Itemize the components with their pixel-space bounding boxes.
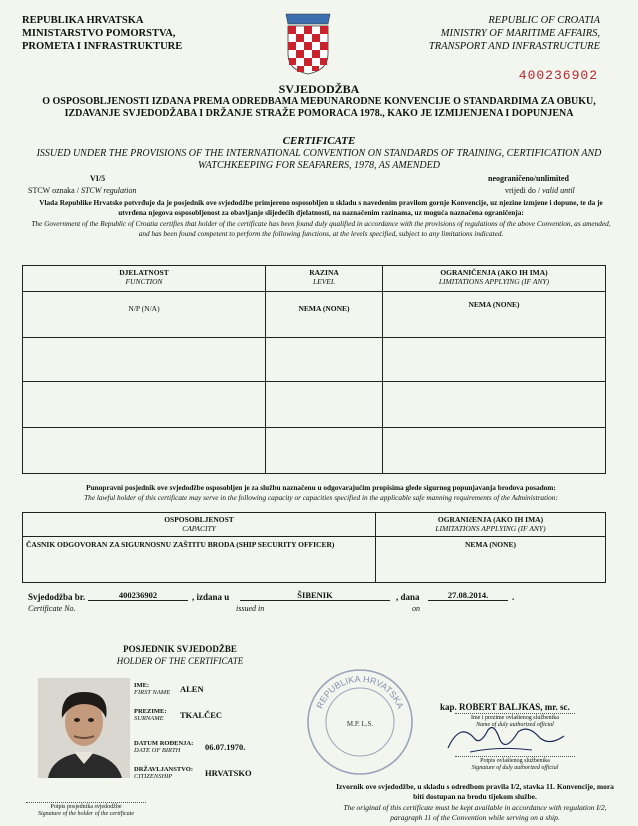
- stamp-center: M.P. L.S.: [346, 720, 374, 728]
- cert-no-label: Svjedodžba br.: [28, 592, 86, 602]
- valid-until-label: vrijedi do / valid until: [505, 186, 575, 195]
- dob-label: DATUM ROĐENJA: DATE OF BIRTH: [134, 740, 194, 754]
- capacity-limitations-header: OGRANIčENJA (AKO IH IMA) LIMITATIONS APPLYING (IF ANY): [376, 513, 606, 537]
- limitations-header: OGRANIČENJA (AKO IH IMA) LIMITATIONS APPLYING (IF ANY): [383, 266, 606, 292]
- issued-label: , izdana u: [192, 592, 230, 602]
- cert-no-label-en: Certificate No.: [28, 604, 76, 613]
- holder-title-hr: POSJEDNIK SVJEDODŽBE: [123, 644, 237, 654]
- issuer-right: REPUBLIC OF CROATIA MINISTRY OF MARITIME AFFAIRS, TRANSPORT AND INFRASTRUCTURE: [428, 15, 600, 52]
- capacity-intro-en: The lawful holder of this certificate may serve in the following capacity or capacities specified in the applicable safe manning requirements of the Administration:: [84, 493, 558, 502]
- capacity-table: [22, 512, 606, 583]
- statement-hr: Vlada Republike Hrvatske potvrđuje da je posjednik ove svjedodžbe primjereno osposobljen u skladu s navedenim pravilom gornje Konvencije, uz njezine izmjene i dopune, te da je utvrđena njegova osposobljenost za obavljanje slijedećih djelatnosti, na naznačenim razinama, uz moguća naznačena ograničenja:: [39, 198, 603, 217]
- portrait-icon: [38, 678, 130, 778]
- level-header: RAZINA LEVEL: [266, 266, 383, 292]
- official-signature-icon: [440, 718, 570, 756]
- issuer-left: REPUBLIKA HRVATSKA MINISTARSTVO POMORSTVA, PROMETA I INFRASTRUKTURE: [22, 15, 183, 52]
- stamp-text: REPUBLIKA HRVATSKA: [314, 673, 406, 711]
- table-row: N/P (N/A) NEMA (NONE) NEMA (NONE): [23, 292, 606, 338]
- function-header: DJELATNOST FUNCTION: [23, 266, 266, 292]
- table-row: [23, 428, 606, 474]
- citizenship-label: DRŽAVLJANSTVO: CITIZENSHIP: [134, 766, 193, 780]
- capacity-intro-hr: Punopravni posjednik ove svjedodžbe osposobljen je za službu naznačenu u odgovarajućim propisima glede sigurnog popunjavanja brodova posadom:: [86, 483, 556, 492]
- official-signature-label: Potpis ovlaštenog službenika Signature of duly authorized official: [455, 756, 575, 772]
- holder-title-en: HOLDER OF THE CERTIFICATE: [116, 656, 244, 666]
- issued-value: ŠIBENIK: [240, 590, 390, 601]
- capacity-header: OSPOSOBLJENOST CAPACITY: [23, 513, 376, 537]
- stcw-label: STCW oznaka / STCW regulation: [28, 186, 137, 195]
- footer-en: The original of this certificate must be kept available in accordance with regulation I/2, paragraph 11 of the Convention while serving on a ship.: [343, 803, 607, 822]
- surname-value: TKALČEC: [180, 710, 223, 720]
- official-name: kap. ROBERT BALJKAS, mr. sc.: [440, 702, 570, 712]
- table-row: [23, 382, 606, 428]
- stcw-value: VI/5: [90, 174, 106, 183]
- function-table: [22, 265, 606, 474]
- surname-label: PREZIME: SURNAME: [134, 708, 167, 722]
- first-name-value: ALEN: [180, 684, 204, 694]
- title-en: CERTIFICATE: [282, 135, 356, 147]
- issued-label-en: issued in: [236, 604, 265, 613]
- table-row: [23, 338, 606, 382]
- date-label-en: on: [412, 604, 420, 613]
- title-hr: SVJEDODŽBA: [278, 82, 360, 96]
- first-name-label: IME: FIRST NAME: [134, 682, 171, 696]
- statement-en: The Government of the Republic of Croatia certifies that holder of the certificate has been found duly qualified in accordance with the provisions of regulations of the above Convention, as amended, and has been found competent to perform the following functions, at the levels specified, subject to any limitations indicated.: [31, 219, 611, 238]
- subtitle-en: ISSUED UNDER THE PROVISIONS OF THE INTERNATIONAL CONVENTION ON STANDARDS OF TRAINING, CERTIFICATION AND WATCHKEEPING FOR SEAFARERS, 1978, AS AMENDED: [36, 148, 602, 171]
- holder-photo: [38, 678, 130, 778]
- table-row: ČASNIK ODGOVORAN ZA SIGURNOSNU ZAŠTITU BRODA (SHIP SECURITY OFFICER) NEMA (NONE): [23, 537, 606, 583]
- official-stamp: [304, 666, 416, 778]
- citizenship-value: HRVATSKO: [205, 768, 252, 778]
- date-value: 27.08.2014.: [428, 590, 508, 601]
- date-label: , dana: [396, 592, 420, 602]
- footer-hr: Izvornik ove svjedodžbe, u skladu s odredbom pravila I/2, stavka 11. Konvencije, mora biti dostupan na brodu tijekom službe.: [336, 782, 614, 801]
- valid-until-value: neograničeno/unlimited: [488, 174, 569, 183]
- cert-no-value: 400236902: [88, 590, 188, 601]
- subtitle-hr: O OSPOSOBLJENOSTI IZDANA PREMA ODREDBAMA MEĐUNARODNE KONVENCIJE O STANDARDIMA ZA OBUKU, IZDAVANJE SVJEDODŽABA I DRŽANJE STRAŽE POMORACA 1978., KAKO JE IZMIJENJENA I DOPUNJENA: [42, 96, 596, 119]
- official-role: Ime i prezime ovlaštenog službenika Name of duly authorized official: [455, 713, 575, 729]
- holder-signature-label: Potpis posjednika svjedodžbe Signature of the holder of the certificate: [26, 802, 146, 818]
- coat-of-arms-icon: [283, 10, 333, 76]
- serial-number: 400236902: [518, 68, 598, 83]
- dob-value: 06.07.1970.: [205, 742, 246, 752]
